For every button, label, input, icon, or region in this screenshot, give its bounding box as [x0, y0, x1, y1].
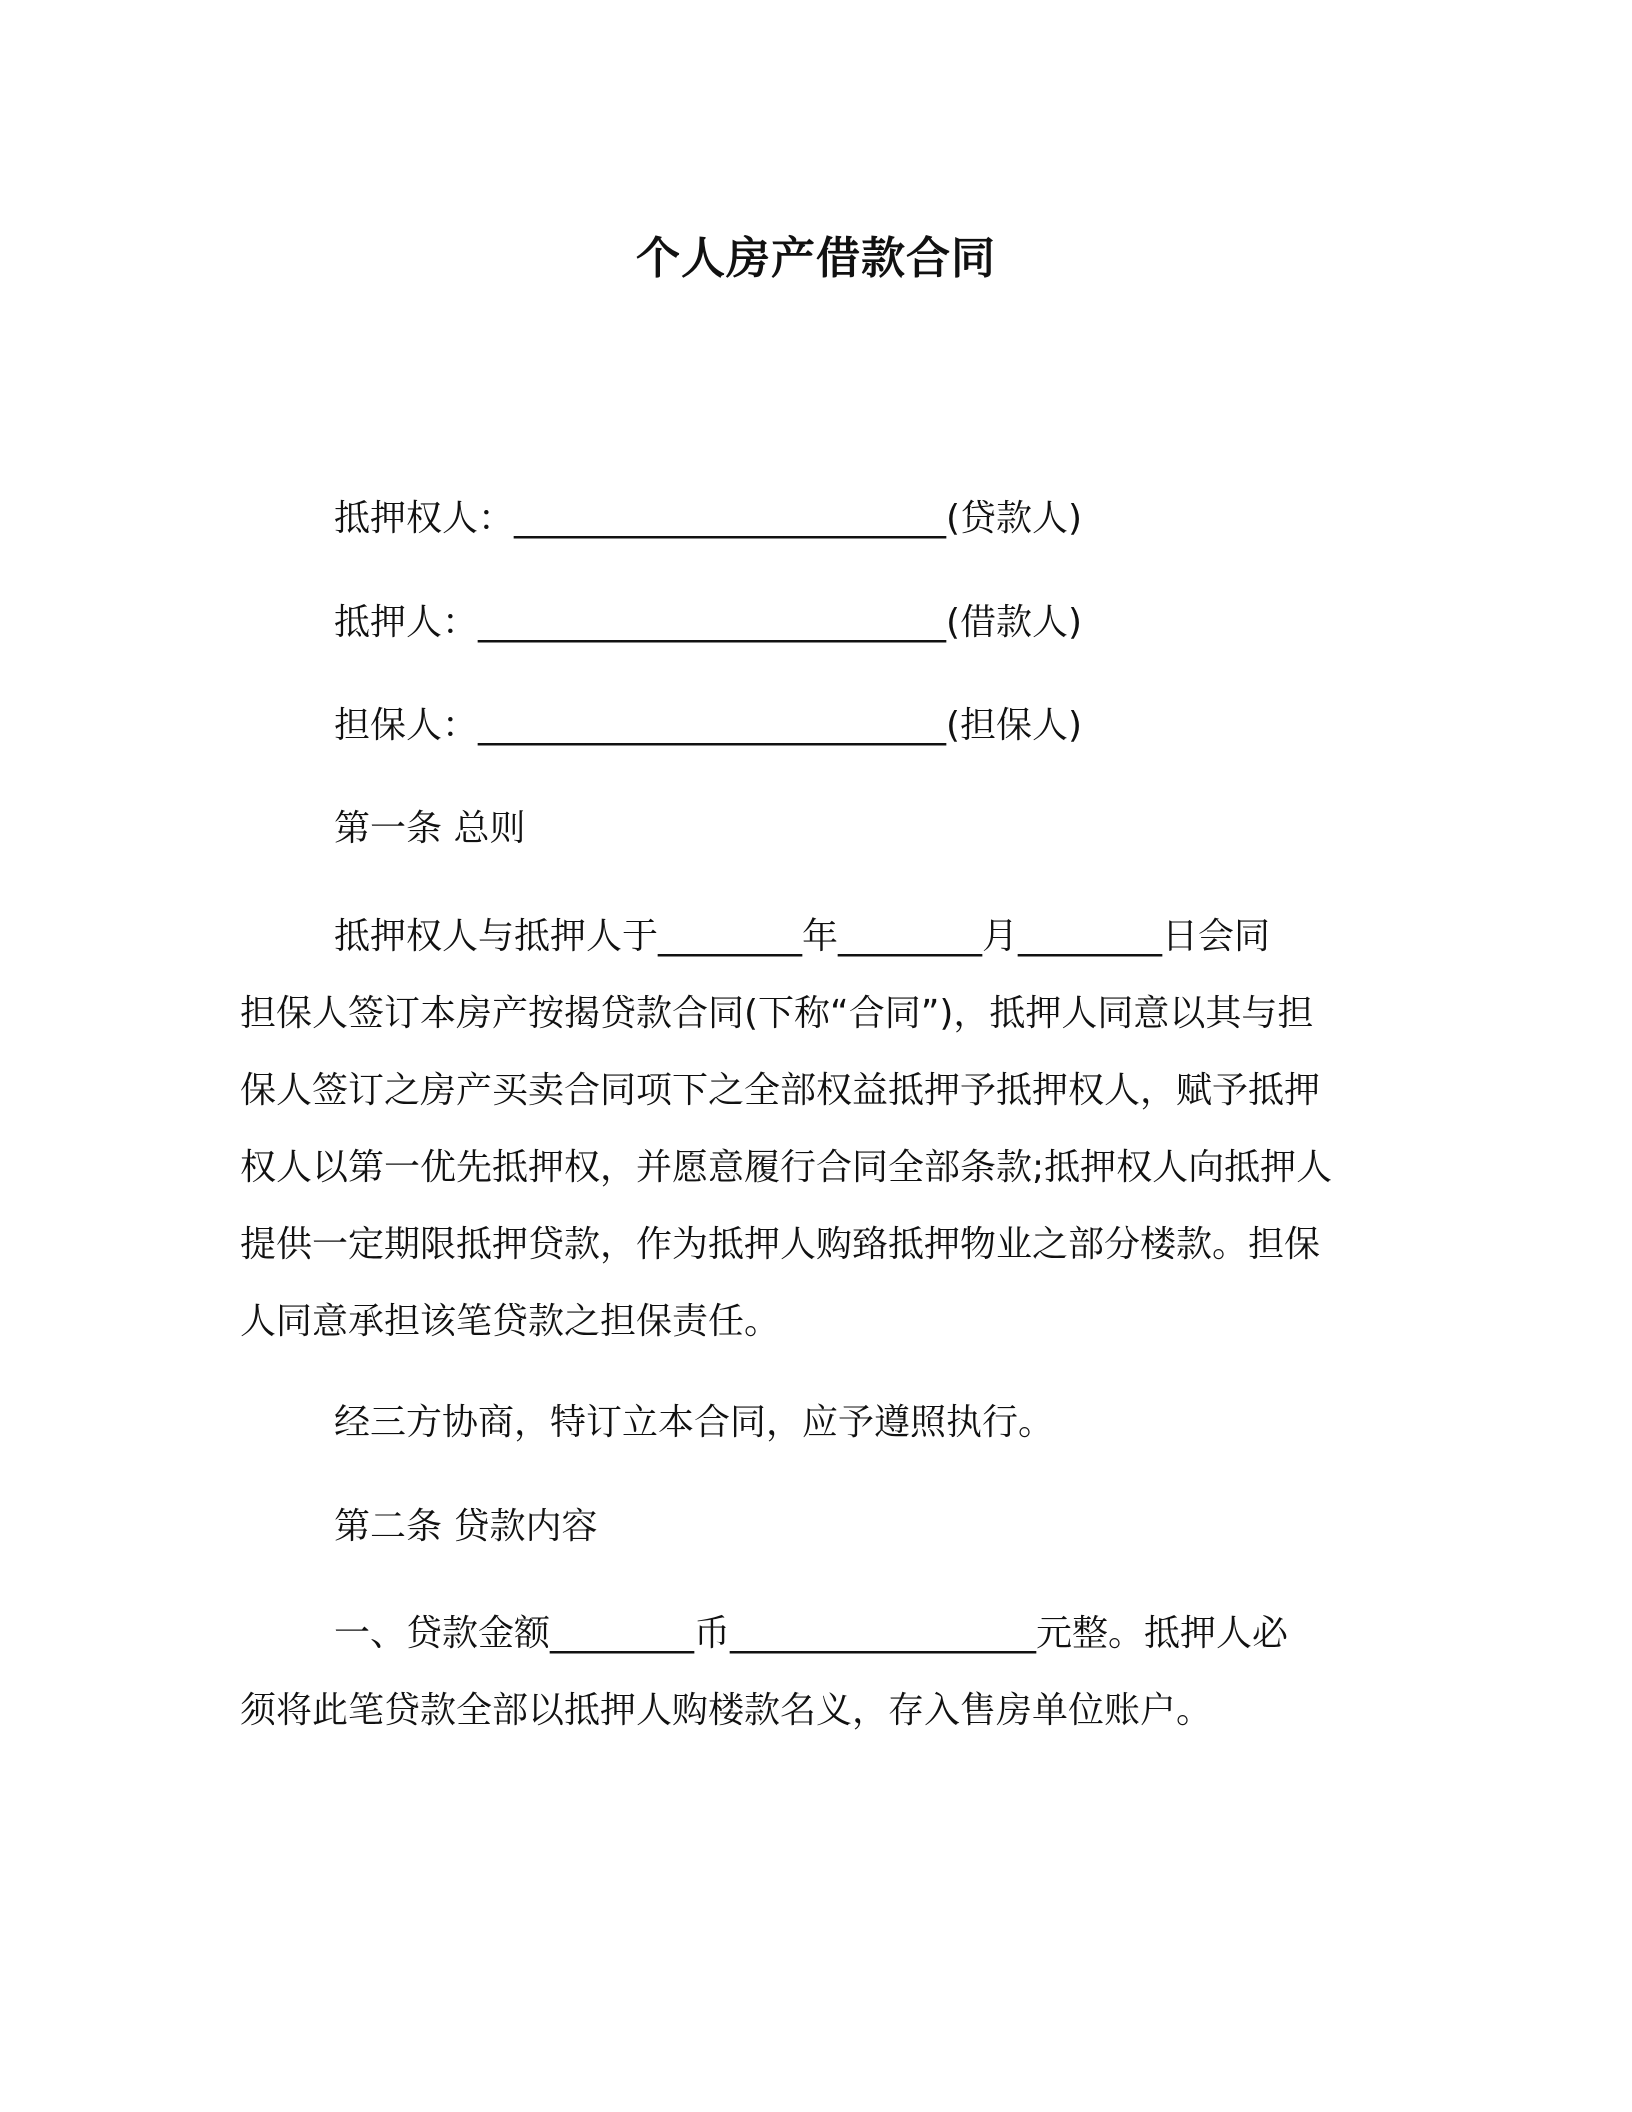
mortgagor-line: 抵押人：__________________________(借款人) [334, 602, 1083, 643]
paragraph-line: 提供一定期限抵押贷款，作为抵押人购臵抵押物业之部分楼款。担保 [240, 1224, 1321, 1265]
paragraph-line: 保人签订之房产买卖合同项下之全部权益抵押予抵押权人，赋予抵押 [240, 1070, 1321, 1111]
paragraph-line: 权人以第一优先抵押权，并愿意履行合同全部条款;抵押权人向抵押人 [240, 1147, 1333, 1188]
paragraph-line: 人同意承担该笔贷款之担保责任。 [240, 1301, 781, 1342]
article2-paragraph [240, 1595, 1390, 1749]
article1-paragraph-2: 经三方协商，特订立本合同，应予遵照执行。 [334, 1402, 1055, 1443]
paragraph-line: 须将此笔贷款全部以抵押人购楼款名义，存入售房单位账户。 [240, 1690, 1213, 1731]
mortgagee-line: 抵押权人：________________________(贷款人) [334, 498, 1083, 539]
article1-heading: 第一条 总则 [334, 808, 526, 849]
paragraph-line: 担保人签订本房产按揭贷款合同(下称“合同”)，抵押人同意以其与担 [240, 993, 1314, 1034]
article1-paragraph [240, 898, 1390, 1360]
page-title: 个人房产借款合同 [636, 233, 996, 284]
guarantor-line: 担保人：__________________________(担保人) [334, 705, 1083, 746]
paragraph-line: 一、贷款金额________币_________________元整。抵押人必 [334, 1613, 1289, 1654]
paragraph-line: 抵押权人与抵押人于________年________月________日会同 [334, 916, 1271, 957]
article2-heading: 第二条 贷款内容 [334, 1506, 598, 1547]
